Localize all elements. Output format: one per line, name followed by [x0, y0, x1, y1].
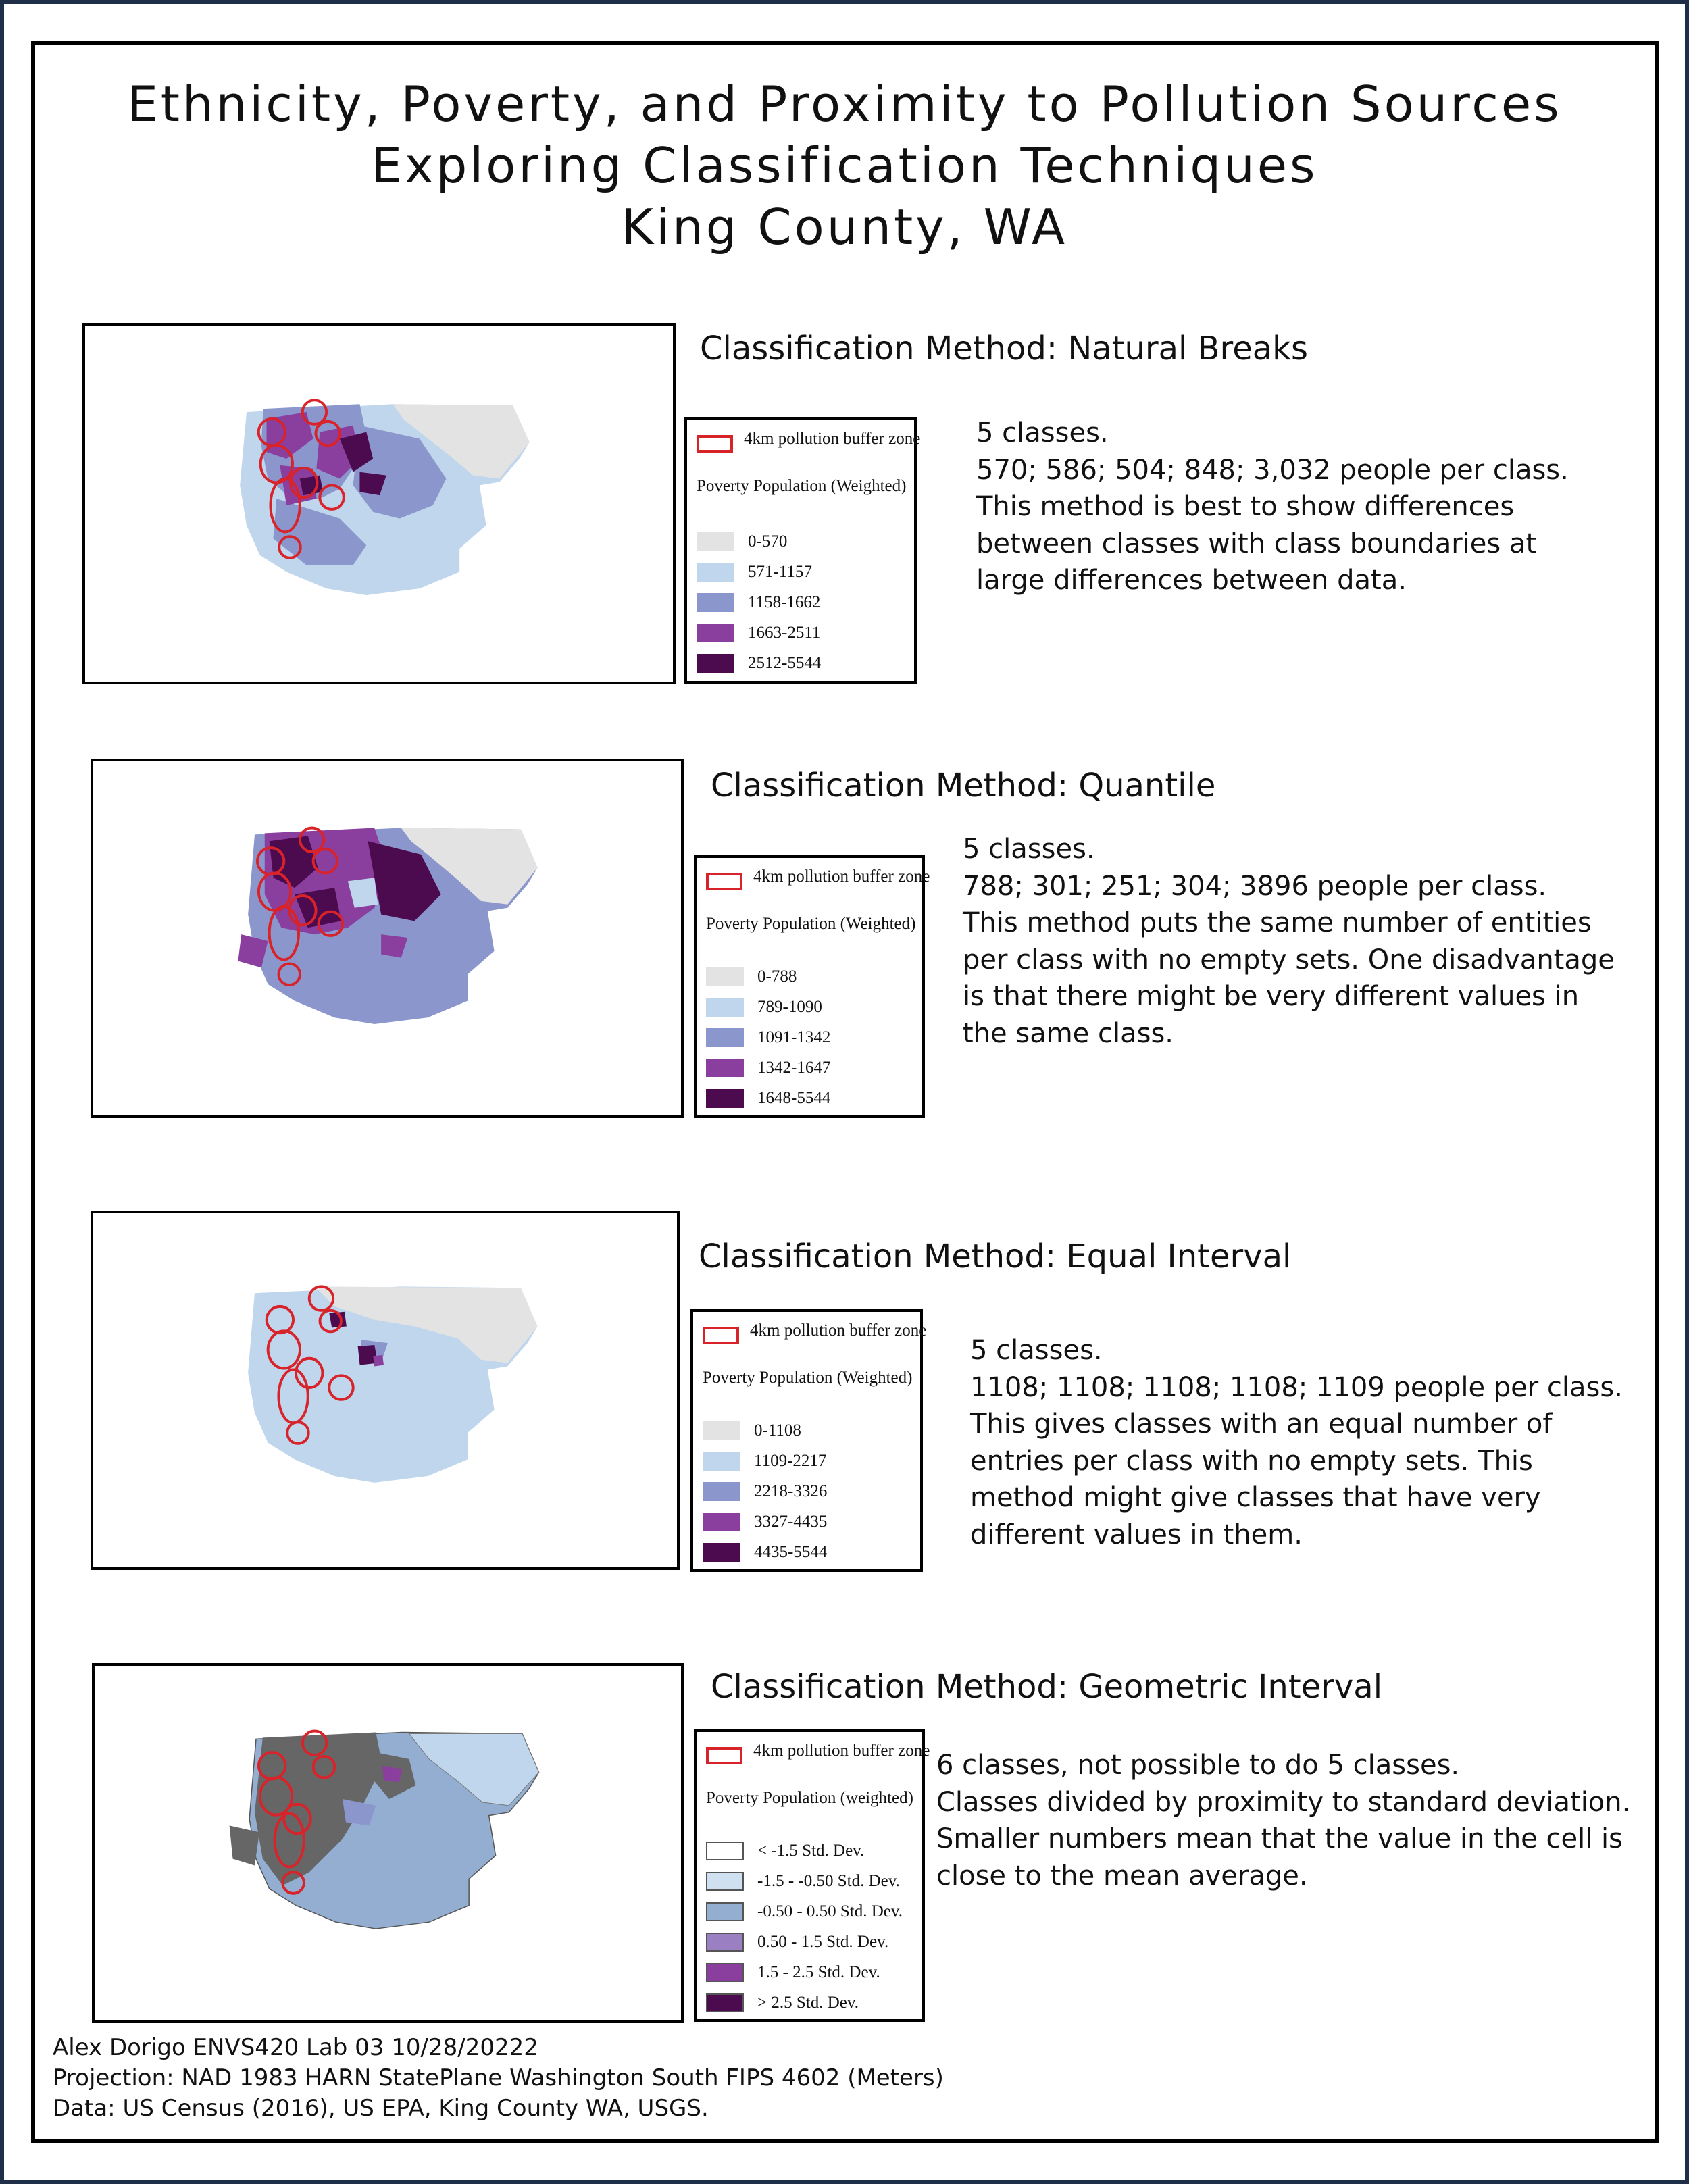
- class-2-label: 571-1157: [748, 563, 812, 581]
- class-5-label: 1648-5544: [757, 1089, 831, 1107]
- class-2-swatch: [703, 1452, 740, 1471]
- legend-class-3: [706, 1900, 922, 1924]
- class-1-swatch: [706, 967, 744, 986]
- map-quantile: [91, 759, 684, 1118]
- description-quantile: [963, 831, 1615, 1052]
- class-6-label: > 2.5 Std. Dev.: [757, 1993, 859, 2012]
- description-line: between classes with class boundaries at: [976, 528, 1537, 559]
- buffer-zone-swatch: [706, 873, 742, 890]
- legend-title: Poverty Population (weighted): [706, 1789, 913, 1807]
- legend-class-1: [706, 1839, 922, 1863]
- legend-class-4: [703, 1510, 919, 1534]
- description-geometric-interval: [936, 1747, 1630, 1894]
- class-3-label: 2218-3326: [754, 1482, 828, 1500]
- class-5-swatch: [697, 654, 734, 673]
- description-line: close to the mean average.: [936, 1860, 1308, 1891]
- title-line-1: Ethnicity, Poverty, and Proximity to Pollution Sources: [127, 76, 1562, 132]
- class-3-label: -0.50 - 0.50 Std. Dev.: [757, 1902, 903, 1921]
- class-6-swatch: [706, 1993, 744, 2012]
- description-line: the same class.: [963, 1017, 1174, 1049]
- legend-title: Poverty Population (Weighted): [697, 477, 907, 495]
- class-4-label: 3327-4435: [754, 1513, 828, 1531]
- legend-equal-interval: [690, 1309, 927, 1572]
- legend-title: Poverty Population (Weighted): [706, 915, 916, 933]
- heading-geometric-interval: Classification Method: Geometric Interval: [711, 1668, 1383, 1706]
- king-county-map-natural-breaks: [85, 326, 673, 682]
- heading-equal-interval: Classification Method: Equal Interval: [699, 1238, 1292, 1275]
- description-equal-interval: [970, 1332, 1623, 1553]
- class-5-label: 4435-5544: [754, 1543, 828, 1561]
- class-4-label: 0.50 - 1.5 Std. Dev.: [757, 1933, 889, 1951]
- description-line: Classes divided by proximity to standard deviation.: [936, 1786, 1631, 1818]
- class-4-swatch: [703, 1513, 740, 1531]
- class-3-label: 1158-1662: [748, 593, 821, 611]
- legend-class-2: [706, 995, 922, 1019]
- legend-class-5: [706, 1960, 922, 1985]
- class-3-swatch: [706, 1902, 744, 1921]
- class-1-label: < -1.5 Std. Dev.: [757, 1842, 865, 1860]
- description-line: Smaller numbers mean that the value in the cell is: [936, 1823, 1623, 1854]
- legend-class-3: [706, 1025, 922, 1050]
- king-county-map-geometric-interval: [95, 1666, 681, 2020]
- description-line: entries per class with no empty sets. This: [970, 1445, 1533, 1477]
- class-5-swatch: [703, 1543, 740, 1562]
- king-county-map-quantile: [93, 761, 681, 1115]
- class-4-swatch: [706, 1059, 744, 1077]
- king-county-map-equal-interval: [93, 1213, 677, 1567]
- description-line: 5 classes.: [963, 834, 1095, 865]
- description-line: 1108; 1108; 1108; 1108; 1109 people per class.: [970, 1371, 1623, 1403]
- description-line: 788; 301; 251; 304; 3896 people per class.: [963, 870, 1547, 902]
- legend-quantile: [694, 855, 930, 1118]
- heading-quantile: Classification Method: Quantile: [711, 767, 1216, 805]
- legend-class-1: [703, 1419, 919, 1443]
- legend-class-2: [697, 560, 913, 584]
- legend-class-5: [703, 1540, 919, 1565]
- legend-class-6: [706, 1991, 922, 2015]
- class-1-label: 0-570: [748, 532, 788, 551]
- class-1-label: 0-1108: [754, 1421, 801, 1440]
- class-5-swatch: [706, 1963, 744, 1982]
- class-4-label: 1663-2511: [748, 624, 821, 642]
- legend-geometric-interval: [694, 1729, 930, 2022]
- description-line: different values in them.: [970, 1519, 1303, 1550]
- buffer-zone-swatch: [703, 1327, 739, 1344]
- footer-data-sources-line: Data: US Census (2016), US EPA, King County WA, USGS.: [53, 2095, 709, 2122]
- class-3-swatch: [703, 1482, 740, 1501]
- legend-class-5: [697, 651, 913, 676]
- legend-natural-breaks: [684, 417, 921, 684]
- buffer-zone-swatch: [697, 435, 733, 453]
- map-natural-breaks: [82, 323, 676, 684]
- legend-class-1: [706, 965, 922, 989]
- class-3-label: 1091-1342: [757, 1028, 831, 1046]
- legend-class-3: [703, 1479, 919, 1504]
- description-line: This method is best to show differences: [976, 491, 1515, 522]
- footer-author-line: Alex Dorigo ENVS420 Lab 03 10/28/20222: [53, 2034, 538, 2061]
- class-2-swatch: [706, 1872, 744, 1891]
- description-line: per class with no empty sets. One disadvantage: [963, 944, 1615, 975]
- class-4-swatch: [706, 1933, 744, 1952]
- description-line: large differences between data.: [976, 565, 1407, 596]
- title-line-2: Exploring Classification Techniques: [371, 137, 1318, 194]
- class-2-label: -1.5 - -0.50 Std. Dev.: [757, 1872, 900, 1890]
- map-geometric-interval: [92, 1663, 684, 2023]
- buffer-zone-label: 4km pollution buffer zone: [753, 867, 930, 886]
- description-line: 570; 586; 504; 848; 3,032 people per class.: [976, 454, 1569, 486]
- description-line: method might give classes that have very: [970, 1482, 1541, 1513]
- buffer-zone-label: 4km pollution buffer zone: [753, 1742, 930, 1760]
- class-1-swatch: [703, 1421, 740, 1440]
- description-line: This method puts the same number of entities: [963, 907, 1592, 938]
- description-line: 6 classes, not possible to do 5 classes.: [936, 1750, 1460, 1781]
- class-1-swatch: [706, 1842, 744, 1860]
- legend-class-3: [697, 590, 913, 615]
- class-3-swatch: [697, 593, 734, 612]
- class-1-label: 0-788: [757, 967, 797, 986]
- description-natural-breaks: [976, 415, 1569, 599]
- legend-class-2: [706, 1869, 922, 1894]
- footer-projection-line: Projection: NAD 1983 HARN StatePlane Washington South FIPS 4602 (Meters): [53, 2064, 944, 2091]
- class-4-label: 1342-1647: [757, 1059, 831, 1077]
- buffer-zone-label: 4km pollution buffer zone: [744, 430, 921, 448]
- class-3-swatch: [706, 1028, 744, 1047]
- legend-class-4: [706, 1056, 922, 1080]
- legend-class-5: [706, 1086, 922, 1111]
- description-line: 5 classes.: [976, 417, 1109, 449]
- class-1-swatch: [697, 532, 734, 551]
- class-4-swatch: [697, 624, 734, 642]
- class-2-label: 1109-2217: [754, 1452, 827, 1470]
- buffer-zone-label: 4km pollution buffer zone: [750, 1321, 927, 1340]
- legend-class-4: [706, 1930, 922, 1954]
- class-2-label: 789-1090: [757, 998, 822, 1016]
- class-5-swatch: [706, 1089, 744, 1108]
- class-2-swatch: [697, 563, 734, 582]
- buffer-zone-swatch: [706, 1747, 742, 1764]
- description-line: 5 classes.: [970, 1335, 1103, 1366]
- class-5-label: 2512-5544: [748, 654, 822, 672]
- title-line-3: King County, WA: [621, 199, 1068, 255]
- description-line: This gives classes with an equal number of: [970, 1408, 1553, 1440]
- legend-class-4: [697, 621, 913, 645]
- map-equal-interval: [91, 1211, 680, 1570]
- description-line: is that there might be very different values in: [963, 981, 1580, 1012]
- legend-class-1: [697, 530, 913, 554]
- class-2-swatch: [706, 998, 744, 1017]
- legend-title: Poverty Population (Weighted): [703, 1369, 913, 1387]
- legend-class-2: [703, 1449, 919, 1473]
- class-5-label: 1.5 - 2.5 Std. Dev.: [757, 1963, 880, 1981]
- heading-natural-breaks: Classification Method: Natural Breaks: [700, 330, 1308, 367]
